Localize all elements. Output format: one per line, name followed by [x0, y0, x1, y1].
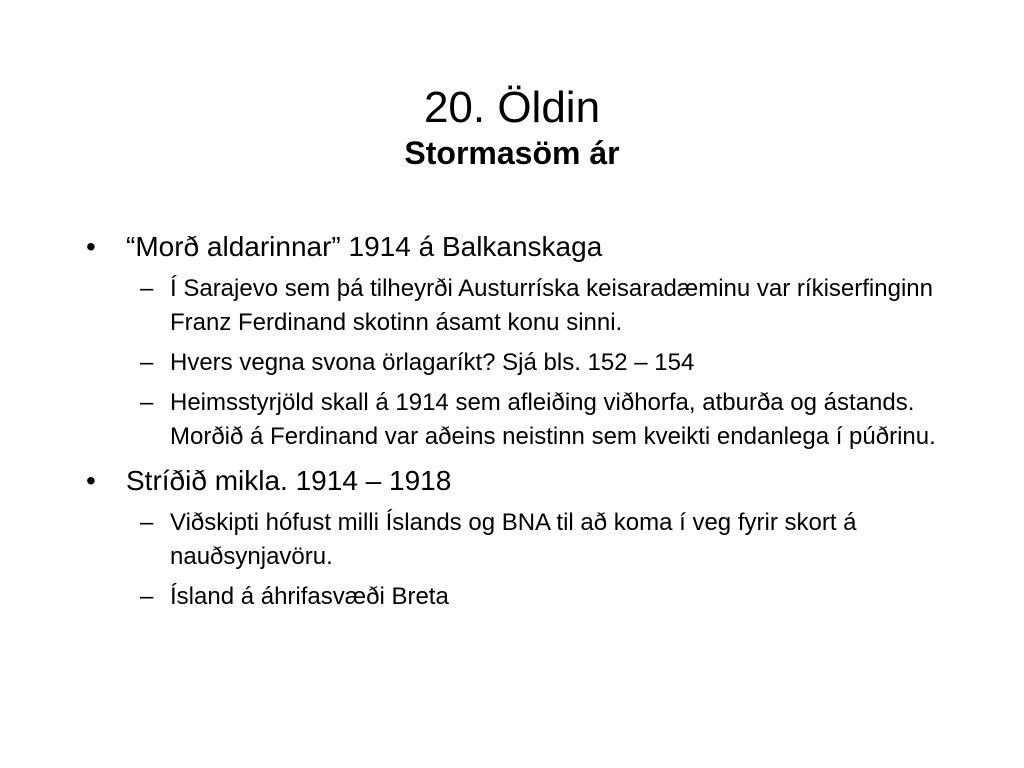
bullet-text: Stríðið mikla. 1914 – 1918: [126, 465, 452, 496]
sub-bullet-text: Hvers vegna svona örlagaríkt? Sjá bls. 152 – 154: [170, 349, 695, 376]
bullet-item: [86, 230, 956, 454]
sub-bullet-item: [126, 386, 956, 454]
sub-bullet-text: Ísland á áhrifasvæði Breta: [170, 583, 449, 610]
sub-bullet-item: [126, 272, 956, 340]
dash-marker: –: [140, 275, 154, 302]
sub-bullet-list: [126, 272, 956, 454]
sub-bullet-item: [126, 506, 956, 574]
dash-marker: –: [140, 349, 154, 376]
dash-marker: –: [140, 583, 154, 610]
sub-bullet-item: [126, 346, 956, 380]
slide-subtitle: Stormasöm ár: [404, 135, 620, 171]
sub-bullet-text: Viðskipti hófust milli Íslands og BNA til að koma í veg fyrir skort á nauðsynjavöru.: [170, 509, 857, 570]
bullet-marker: •: [86, 231, 96, 262]
sub-bullet-text: Í Sarajevo sem þá tilheyrði Austurríska keisaradæminu var ríkiserfinginn Franz Ferdinand skotinn ásamt konu sinni.: [170, 275, 933, 336]
slide-title: 20. Öldin: [423, 83, 601, 132]
bullet-item: [86, 464, 956, 614]
sub-bullet-text: Heimsstyrjöld skall á 1914 sem afleiðing viðhorfa, atburða og ástands. Morðið á Ferdinand var aðeins neistinn sem kveikti endanlega í púðrinu.: [170, 389, 936, 450]
sub-bullet-item: [126, 580, 956, 614]
bullet-marker: •: [86, 465, 96, 496]
title-block: [0, 82, 1024, 172]
sub-bullet-list: [126, 506, 956, 614]
bullet-list: [86, 230, 956, 624]
dash-marker: –: [140, 389, 154, 416]
bullet-text: “Morð aldarinnar” 1914 á Balkanskaga: [126, 231, 603, 262]
dash-marker: –: [140, 509, 154, 536]
